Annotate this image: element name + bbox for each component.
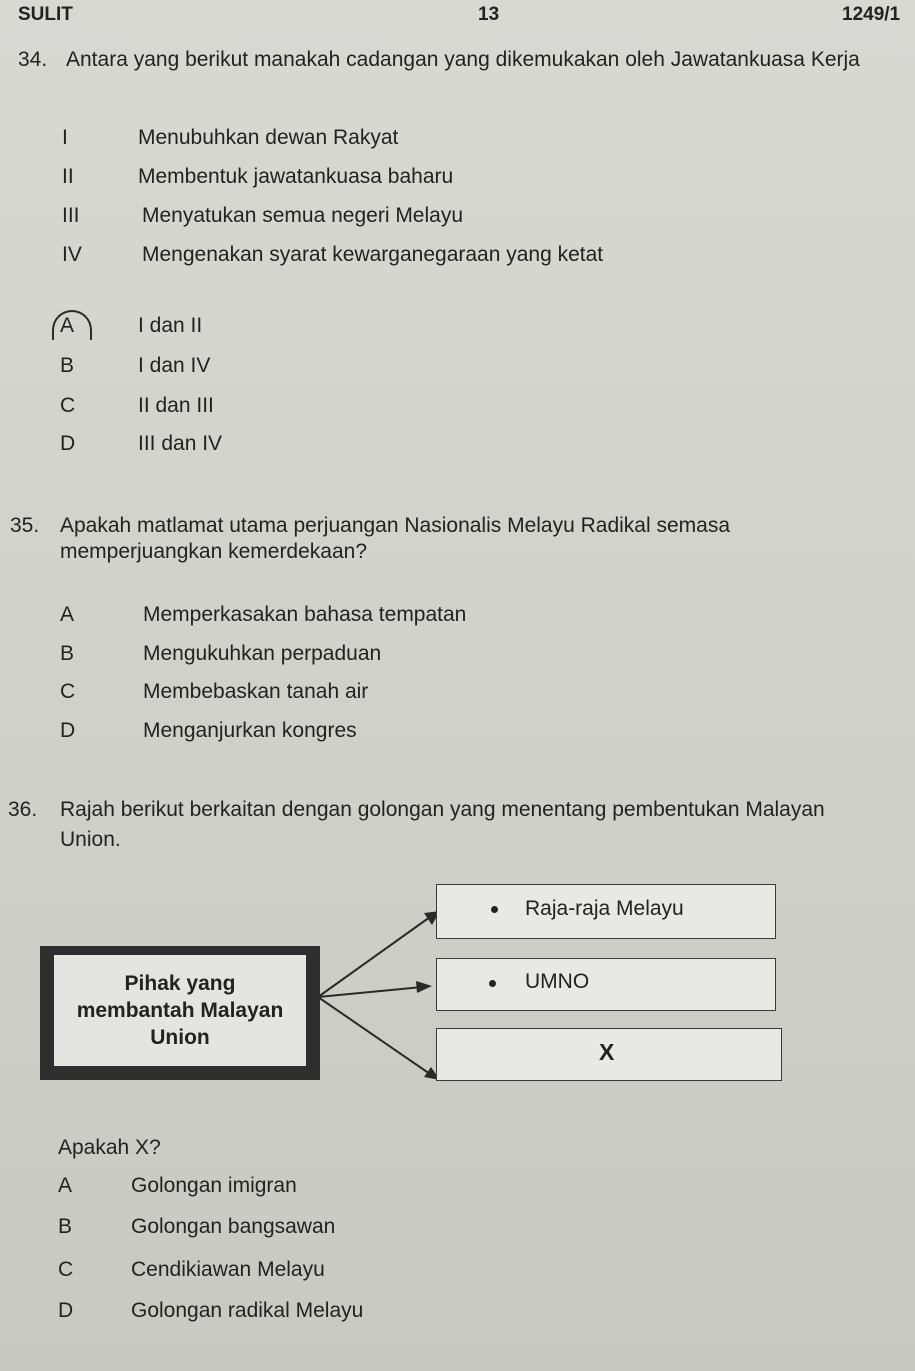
- statement-key: III: [62, 204, 80, 227]
- q35-text-line2: memperjuangkan kemerdekaan?: [60, 540, 368, 563]
- q35-number: 35.: [10, 514, 40, 537]
- option-key: A: [60, 603, 75, 626]
- statement-key: IV: [62, 243, 82, 266]
- option-text: Golongan bangsawan: [131, 1215, 336, 1238]
- option-text: Menganjurkan kongres: [143, 719, 357, 742]
- q36-number: 36.: [8, 798, 38, 821]
- q36-text-line1: Rajah berikut berkaitan dengan golongan yang menentang pembentukan Malayan: [60, 798, 825, 821]
- q34-number: 34.: [18, 48, 48, 71]
- option-key: C: [60, 680, 76, 703]
- diagram-box-label: UMNO: [525, 970, 590, 993]
- diagram-main-label: Pihak yang membantah Malayan Union: [54, 955, 306, 1066]
- option-text: Golongan radikal Melayu: [131, 1299, 364, 1322]
- bullet-icon: [491, 906, 498, 913]
- diagram-box-umno: [436, 958, 776, 1011]
- option-key: A: [60, 314, 75, 337]
- page-number: 13: [478, 4, 500, 25]
- option-text: I dan IV: [138, 354, 211, 377]
- option-text: I dan II: [138, 314, 203, 337]
- statement-text: Menubuhkan dewan Rakyat: [138, 126, 399, 149]
- option-text: Cendikiawan Melayu: [131, 1258, 325, 1281]
- diagram-box-x: [436, 1028, 782, 1081]
- statement-key: II: [62, 165, 74, 188]
- q36-prompt: Apakah X?: [58, 1136, 161, 1159]
- diagram-main-box: [40, 946, 320, 1080]
- option-text: III dan IV: [138, 432, 223, 455]
- option-key: D: [60, 719, 76, 742]
- option-text: Mengukuhkan perpaduan: [143, 642, 382, 665]
- option-key: B: [58, 1215, 73, 1238]
- statement-text: Membentuk jawatankuasa baharu: [138, 165, 454, 188]
- option-text: II dan III: [138, 394, 214, 417]
- option-text: Membebaskan tanah air: [143, 680, 369, 703]
- bullet-icon: [489, 980, 496, 987]
- option-text: Golongan imigran: [131, 1174, 297, 1197]
- diagram-box-label: X: [599, 1039, 615, 1065]
- statement-key: I: [62, 126, 68, 149]
- diagram-box-label: Raja-raja Melayu: [525, 897, 684, 920]
- option-key: D: [60, 432, 76, 455]
- q34-text: Antara yang berikut manakah cadangan yang dikemukakan oleh Jawatankuasa Kerja: [66, 48, 860, 71]
- diagram-box-raja-raja: [436, 884, 776, 939]
- paper-code: 1249/1: [842, 4, 901, 25]
- option-key: A: [58, 1174, 73, 1197]
- q36-text-line2: Union.: [60, 828, 121, 851]
- option-key: B: [60, 642, 75, 665]
- option-text: Memperkasakan bahasa tempatan: [143, 603, 467, 626]
- statement-text: Menyatukan semua negeri Melayu: [142, 204, 464, 227]
- option-key: D: [58, 1299, 74, 1322]
- header-sulit: SULIT: [18, 4, 73, 25]
- option-key: C: [58, 1258, 74, 1281]
- option-key: B: [60, 354, 75, 377]
- statement-text: Mengenakan syarat kewarganegaraan yang ketat: [142, 243, 604, 266]
- option-key: C: [60, 394, 76, 417]
- q35-text-line1: Apakah matlamat utama perjuangan Nasionalis Melayu Radikal semasa: [60, 514, 731, 537]
